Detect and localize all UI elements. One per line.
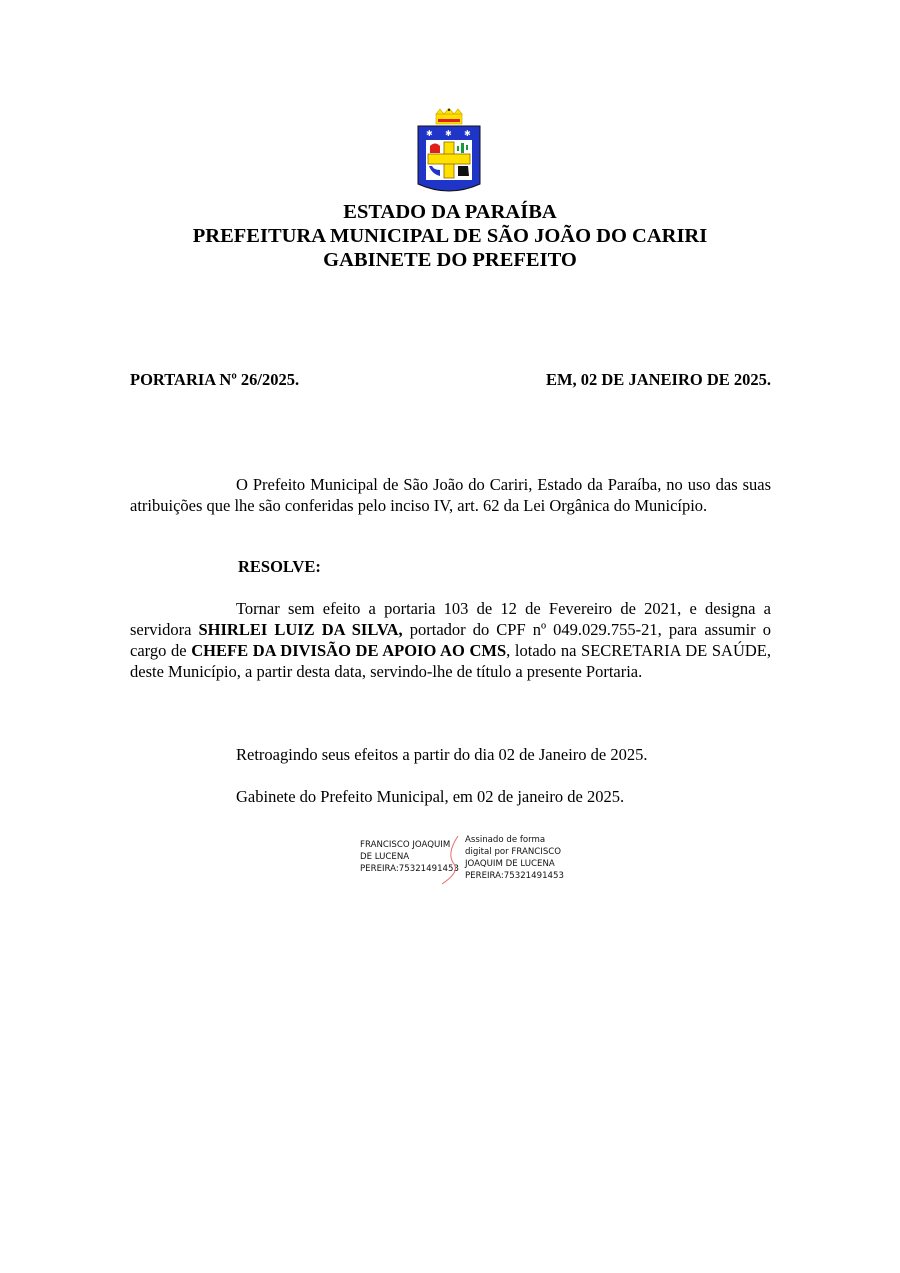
role-title: CHEFE DA DIVISÃO DE APOIO AO CMS [191, 641, 507, 660]
closing-statement: Gabinete do Prefeito Municipal, em 02 de janeiro de 2025. [236, 787, 625, 806]
header-prefeitura: PREFEITURA MUNICIPAL DE SÃO JOÃO DO CARIRI [192, 225, 708, 247]
svg-text:✱: ✱ [464, 129, 471, 138]
resolve-heading: RESOLVE: [238, 557, 321, 576]
portaria-date: EM, 02 DE JANEIRO DE 2025. [545, 370, 771, 389]
header-gabinete: GABINETE DO PREFEITO [323, 249, 577, 271]
signature-left-line: FRANCISCO JOAQUIM [360, 840, 451, 850]
resolution-text-1: Tornar sem efeito a portaria 103 de 12 de Fevereiro de 2021, e designa a servidora [130, 599, 771, 639]
servant-name: SHIRLEI LUIZ DA SILVA, [198, 620, 403, 639]
header-state: ESTADO DA PARAÍBA [343, 201, 557, 223]
resolution-text-3: , lotado na SECRETARIA DE SAÚDE, deste Município, a partir desta data, servindo-lhe de título a presente Portaria. [130, 641, 772, 681]
signature-mark-icon [436, 834, 466, 886]
coat-of-arms-icon [414, 108, 484, 194]
resolution-paragraph [130, 598, 771, 682]
signature-left-line: PEREIRA:75321491453 [360, 864, 459, 874]
signature-right-line: digital por FRANCISCO [465, 847, 562, 857]
intro-text: O Prefeito Municipal de São João do Cariri, Estado da Paraíba, no uso das suas atribuições que lhe são conferidas pelo inciso IV, art. 62 da Lei Orgânica do Município. [130, 475, 771, 515]
intro-paragraph [130, 474, 771, 516]
portaria-number: PORTARIA Nº 26/2025. [130, 370, 300, 389]
signature-right-line: PEREIRA:75321491453 [465, 871, 564, 881]
signature-left-line: DE LUCENA [360, 852, 410, 862]
svg-text:✱: ✱ [426, 129, 433, 138]
signature-right-line: JOAQUIM DE LUCENA [465, 859, 555, 869]
signature-right-line: Assinado de forma [465, 835, 546, 845]
resolution-text-2: portador do CPF nº 049.029.755-21, para assumir o cargo de [130, 620, 771, 660]
signature-details [465, 834, 580, 882]
retroactive-statement: Retroagindo seus efeitos a partir do dia 02 de Janeiro de 2025. [236, 745, 648, 764]
svg-text:✱: ✱ [445, 129, 452, 138]
digital-signature [360, 834, 580, 886]
